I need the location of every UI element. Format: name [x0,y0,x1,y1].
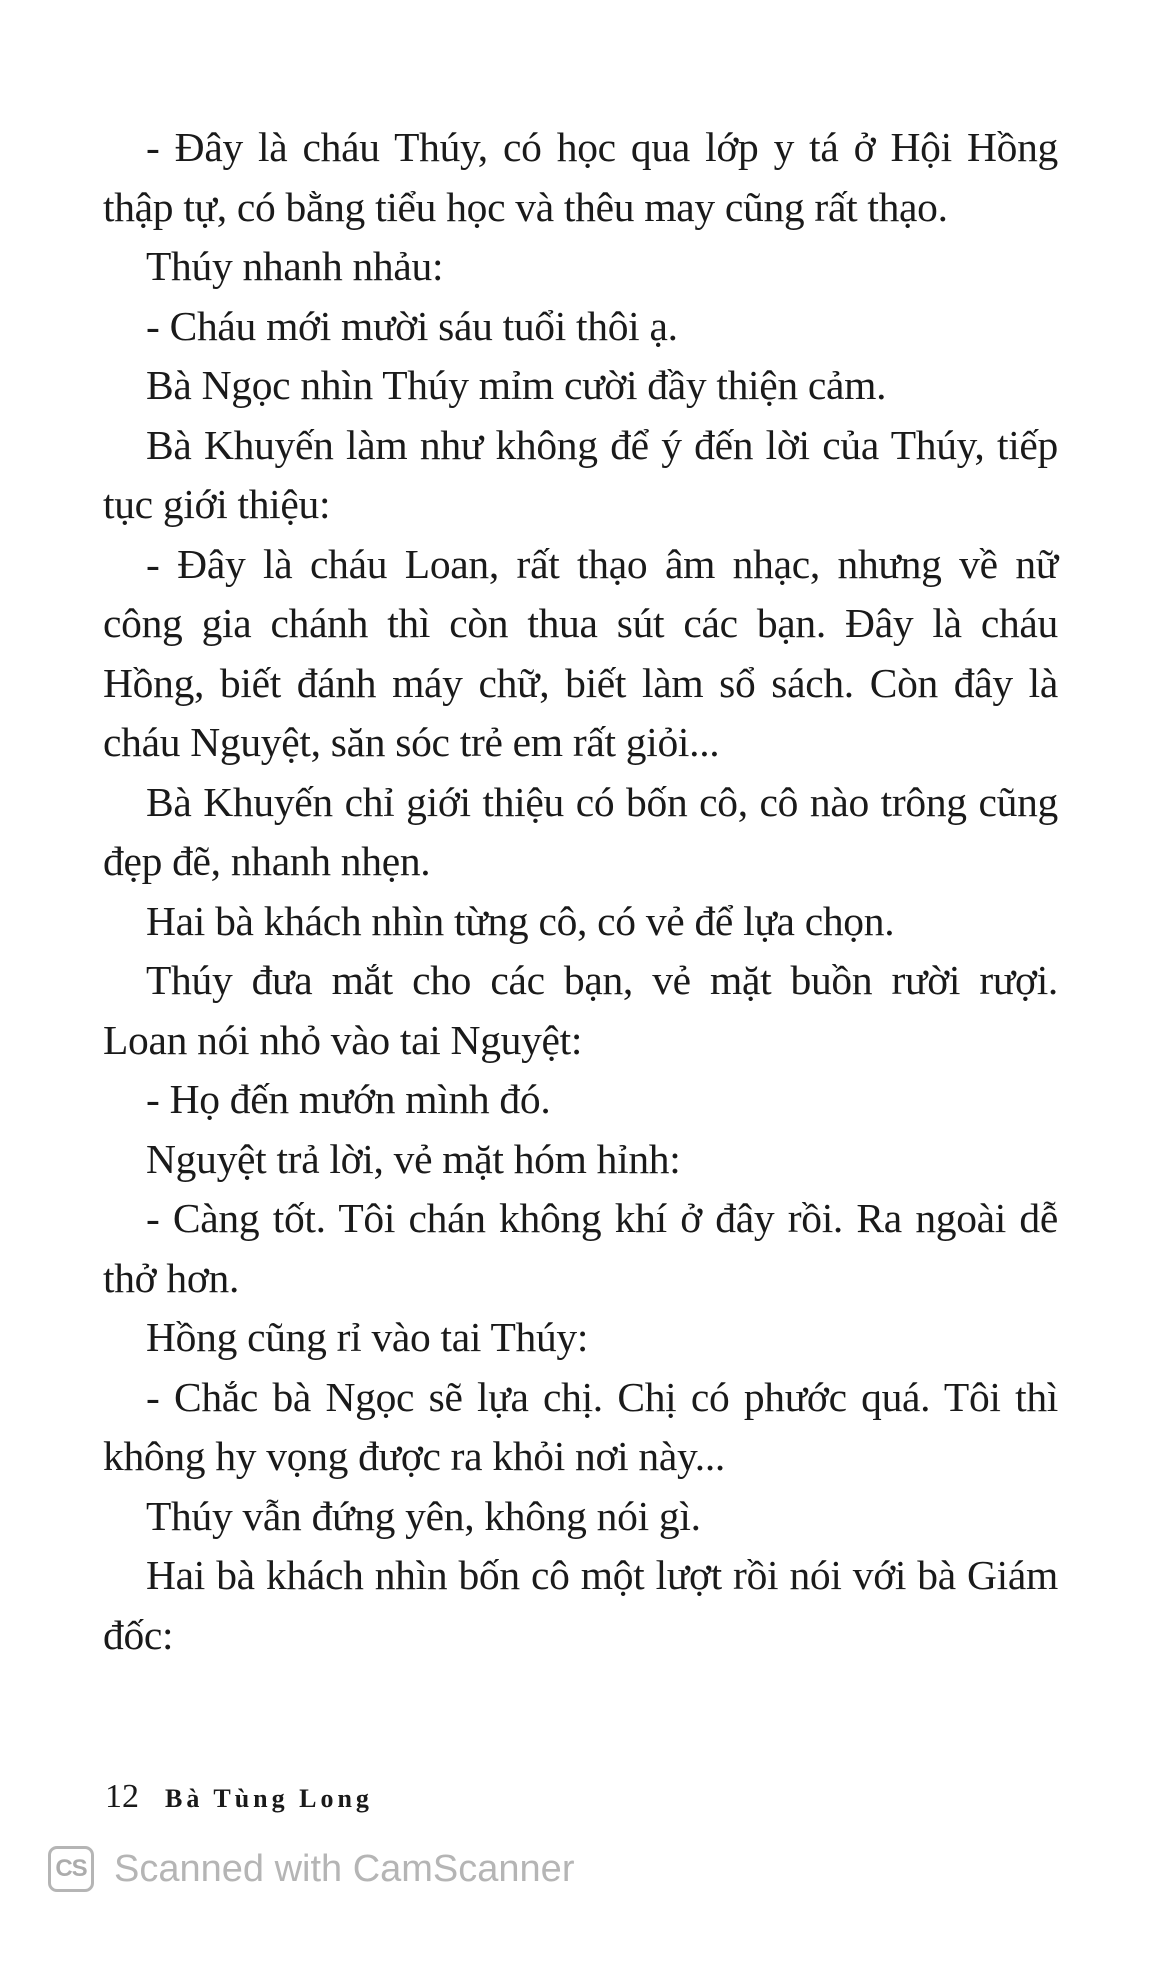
paragraph: Bà Khuyến chỉ giới thiệu có bốn cô, cô nào trông cũng đẹp đẽ, nhanh nhẹn. [103,778,1058,884]
paragraph: - Đây là cháu Loan, rất thạo âm nhạc, nhưng về nữ công gia chánh thì còn thua sút các bạn. Đây là cháu Hồng, biết đánh máy chữ, biết làm sổ sách. Còn đây là cháu Nguyệt, săn sóc trẻ em rất giỏi... [103,540,1058,765]
paragraph: - Họ đến mướn mình đó. [146,1076,551,1122]
paragraph: Hồng cũng rỉ vào tai Thúy: [146,1314,589,1360]
paragraph: Thúy vẫn đứng yên, không nói gì. [146,1492,701,1539]
paragraph: Nguyệt trả lời, vẻ mặt hóm hỉnh: [146,1135,681,1182]
page-body [103,118,1058,1665]
paragraph: Hai bà khách nhìn bốn cô một lượt rồi nói với bà Giám đốc: [103,1552,1058,1658]
paragraph: Bà Ngọc nhìn Thúy mỉm cười đầy thiện cảm. [146,362,887,408]
paragraph: Hai bà khách nhìn từng cô, có vẻ để lựa chọn. [146,897,895,944]
paragraph: - Càng tốt. Tôi chán không khí ở đây rồi. Ra ngoài dễ thở hơn. [103,1195,1058,1301]
paragraph: Thúy nhanh nhảu: [146,243,444,289]
paragraph: Bà Khuyến làm như không để ý đến lời của Thúy, tiếp tục giới thiệu: [103,421,1058,527]
paragraph: - Đây là cháu Thúy, có học qua lớp y tá ở Hội Hồng thập tự, có bằng tiểu học và thêu may cũng rất thạo. [103,124,1058,230]
watermark-text: Scanned with CamScanner [114,1847,575,1890]
page-number: 12 [105,1778,139,1815]
paragraph: - Chắc bà Ngọc sẽ lựa chị. Chị có phước quá. Tôi thì không hy vọng được ra khỏi nơi này... [103,1373,1058,1479]
camscanner-logo-icon: CS [48,1846,94,1892]
paragraph: - Cháu mới mười sáu tuổi thôi ạ. [146,302,678,349]
paragraph: Thúy đưa mắt cho các bạn, vẻ mặt buồn rười rượi. Loan nói nhỏ vào tai Nguyệt: [103,957,1058,1063]
page-footer [105,1778,373,1816]
scanner-watermark [48,1846,574,1892]
book-author: Bà Tùng Long [165,1784,373,1813]
